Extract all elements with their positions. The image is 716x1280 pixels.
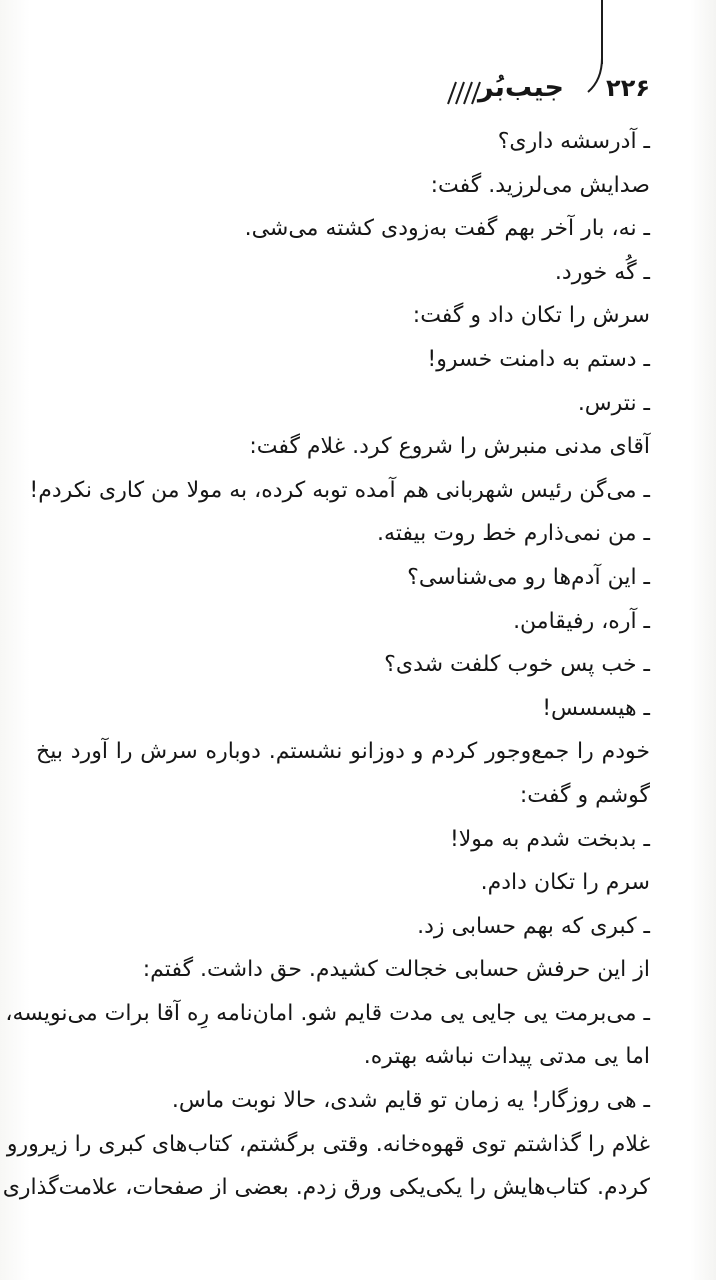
page-number: ۲۲۶ [606,74,650,102]
gutter-line [601,0,603,64]
text-line: ـ من نمی‌ذارم خط روت بیفته. [376,521,650,547]
text-line: ـ می‌برمت یی جایی یی مدت قایم شو. امان‌نامه رِه آقا برات می‌نویسه، [5,1000,650,1026]
slash-ornament-icon [438,80,482,106]
text-line: صدایش می‌لرزید. گفت: [430,172,650,198]
text-line: آقای مدنی منبرش را شروع کرد. غلام گفت: [249,434,650,460]
text-line: ـ گُه خورد. [554,259,650,285]
text-line: سرش را تکان داد و گفت: [412,303,650,329]
body-text [2,120,650,1210]
text-line: ـ هی روزگار! یه زمان تو قایم شدی، حالا نوبت ماس. [171,1088,650,1114]
text-line: ـ کبری که بهم حسابی زد. [417,913,650,939]
text-line: خودم را جمع‌وجور کردم و دوزانو نشستم. دوباره سرش را آورد بیخ [36,739,650,765]
text-line: ـ هیسسس! [542,695,650,721]
text-line: اما یی مدتی پیدات نباشه بهتره. [363,1044,650,1070]
text-line: ـ آدرسشه داری؟ [497,129,650,154]
text-line: کردم. کتاب‌هایش را یکی‌یکی ورق زدم. بعضی از صفحات، علامت‌گذاری [2,1175,650,1201]
running-title: جیب‌بُر [478,72,564,103]
text-line: ـ نه، بار آخر بهم گفت به‌زودی کشته می‌شی. [244,216,650,242]
text-line: ـ بدبخت شدم به مولا! [449,826,650,852]
text-line: ـ آره، رفیقامن. [513,608,650,634]
text-line: ـ نترس. [577,390,650,416]
text-line: ـ می‌گن رئیس شهربانی هم آمده توبه کرده، به مولا من کاری نکردم! [29,477,650,503]
text-line: ـ این آدم‌ها رو می‌شناسی؟ [407,564,650,590]
text-line: ـ خب پس خوب کلفت شدی؟ [384,652,650,678]
text-line: ـ دستم به دامنت خسرو! [427,346,650,372]
text-line: گوشم و گفت: [519,782,650,808]
text-line: از این حرفش حسابی خجالت کشیدم. حق داشت. گفتم: [142,957,650,983]
text-line: غلام را گذاشتم توی قهوه‌خانه. وقتی برگشتم، کتاب‌های کبری را زیرورو [6,1131,650,1157]
page-header [430,72,650,112]
text-line: سرم را تکان دادم. [480,870,650,896]
